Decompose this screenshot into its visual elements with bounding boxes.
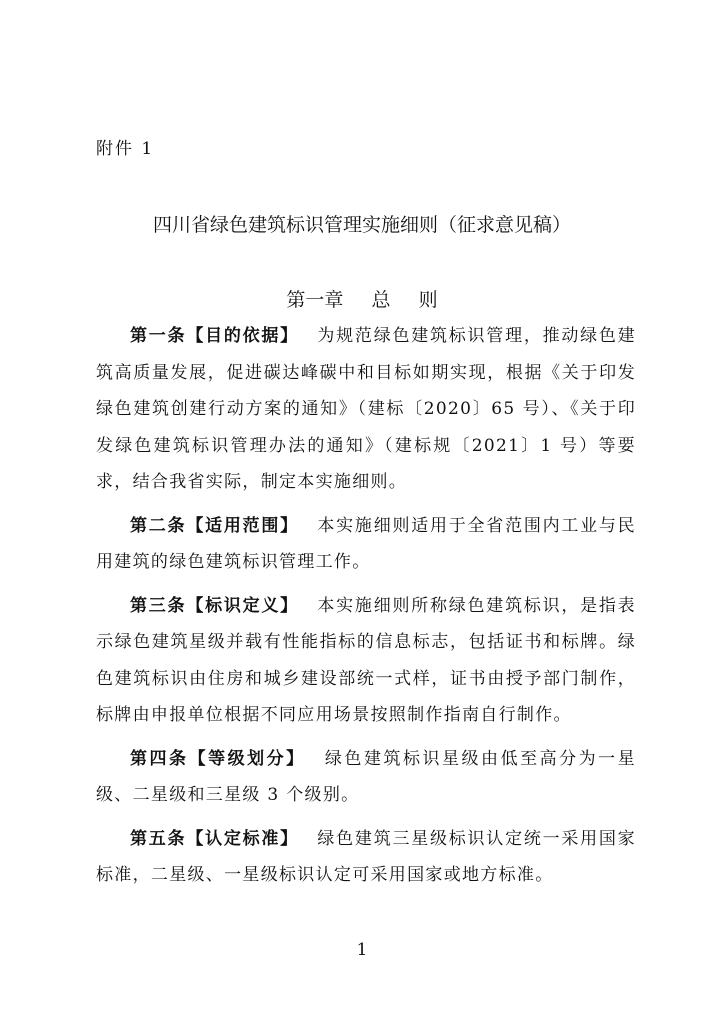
article-2 [96,508,636,581]
article-5-heading: 【认定标准】 [186,828,299,849]
article-3-heading: 【标识定义】 [186,595,299,616]
article-2-heading: 【适用范围】 [186,515,299,536]
article-5-number: 第五条 [130,828,187,849]
article-3 [96,588,636,734]
article-1 [96,318,636,501]
attachment-label: 附件 1 [96,139,155,159]
article-4-heading: 【等级划分】 [188,748,306,769]
article-4-text: 绿色建筑标识星级由低至高分为一星级、二星级和三星级 3 个级别。 [96,748,636,805]
article-2-number: 第二条 [130,515,187,536]
chapter-name-part2: 则 [418,289,438,311]
chapter-body [96,318,636,901]
article-4 [96,741,636,814]
article-1-number: 第一条 [130,326,187,346]
chapter-number: 第一章 [286,289,344,311]
article-1-text: 为规范绿色建筑标识管理，推动绿色建筑高质量发展，促进碳达峰碳中和目标如期实现，根据《关于印发绿色建筑创建行动方案的通知》（建标〔2020〕65 号）、《关于印发绿色建筑标识管理办法的通知》（建标规〔2021〕1 号）等要求，结合我省实际，制定本实施细则。 [96,326,636,492]
article-2-text: 本实施细则适用于全省范围内工业与民用建筑的绿色建筑标识管理工作。 [96,515,636,572]
article-5-text: 绿色建筑三星级标识认定统一采用国家标准，二星级、一星级标识认定可采用国家或地方标准。 [96,828,636,885]
chapter-title [0,285,724,312]
article-4-number: 第四条 [130,748,189,769]
article-3-number: 第三条 [130,595,187,616]
article-5 [96,821,636,894]
document-title: 四川省绿色建筑标识管理实施细则（征求意见稿） [152,214,571,236]
chapter-name-part1: 总 [371,289,391,311]
page-number: 1 [356,940,368,960]
article-3-text: 本实施细则所称绿色建筑标识，是指表示绿色建筑星级并载有性能指标的信息标志，包括证书和标牌。绿色建筑标识由住房和城乡建设部统一式样，证书由授予部门制作，标牌由申报单位根据不同应用场景按照制作指南自行制作。 [96,595,636,725]
article-1-heading: 【目的依据】 [186,326,299,346]
